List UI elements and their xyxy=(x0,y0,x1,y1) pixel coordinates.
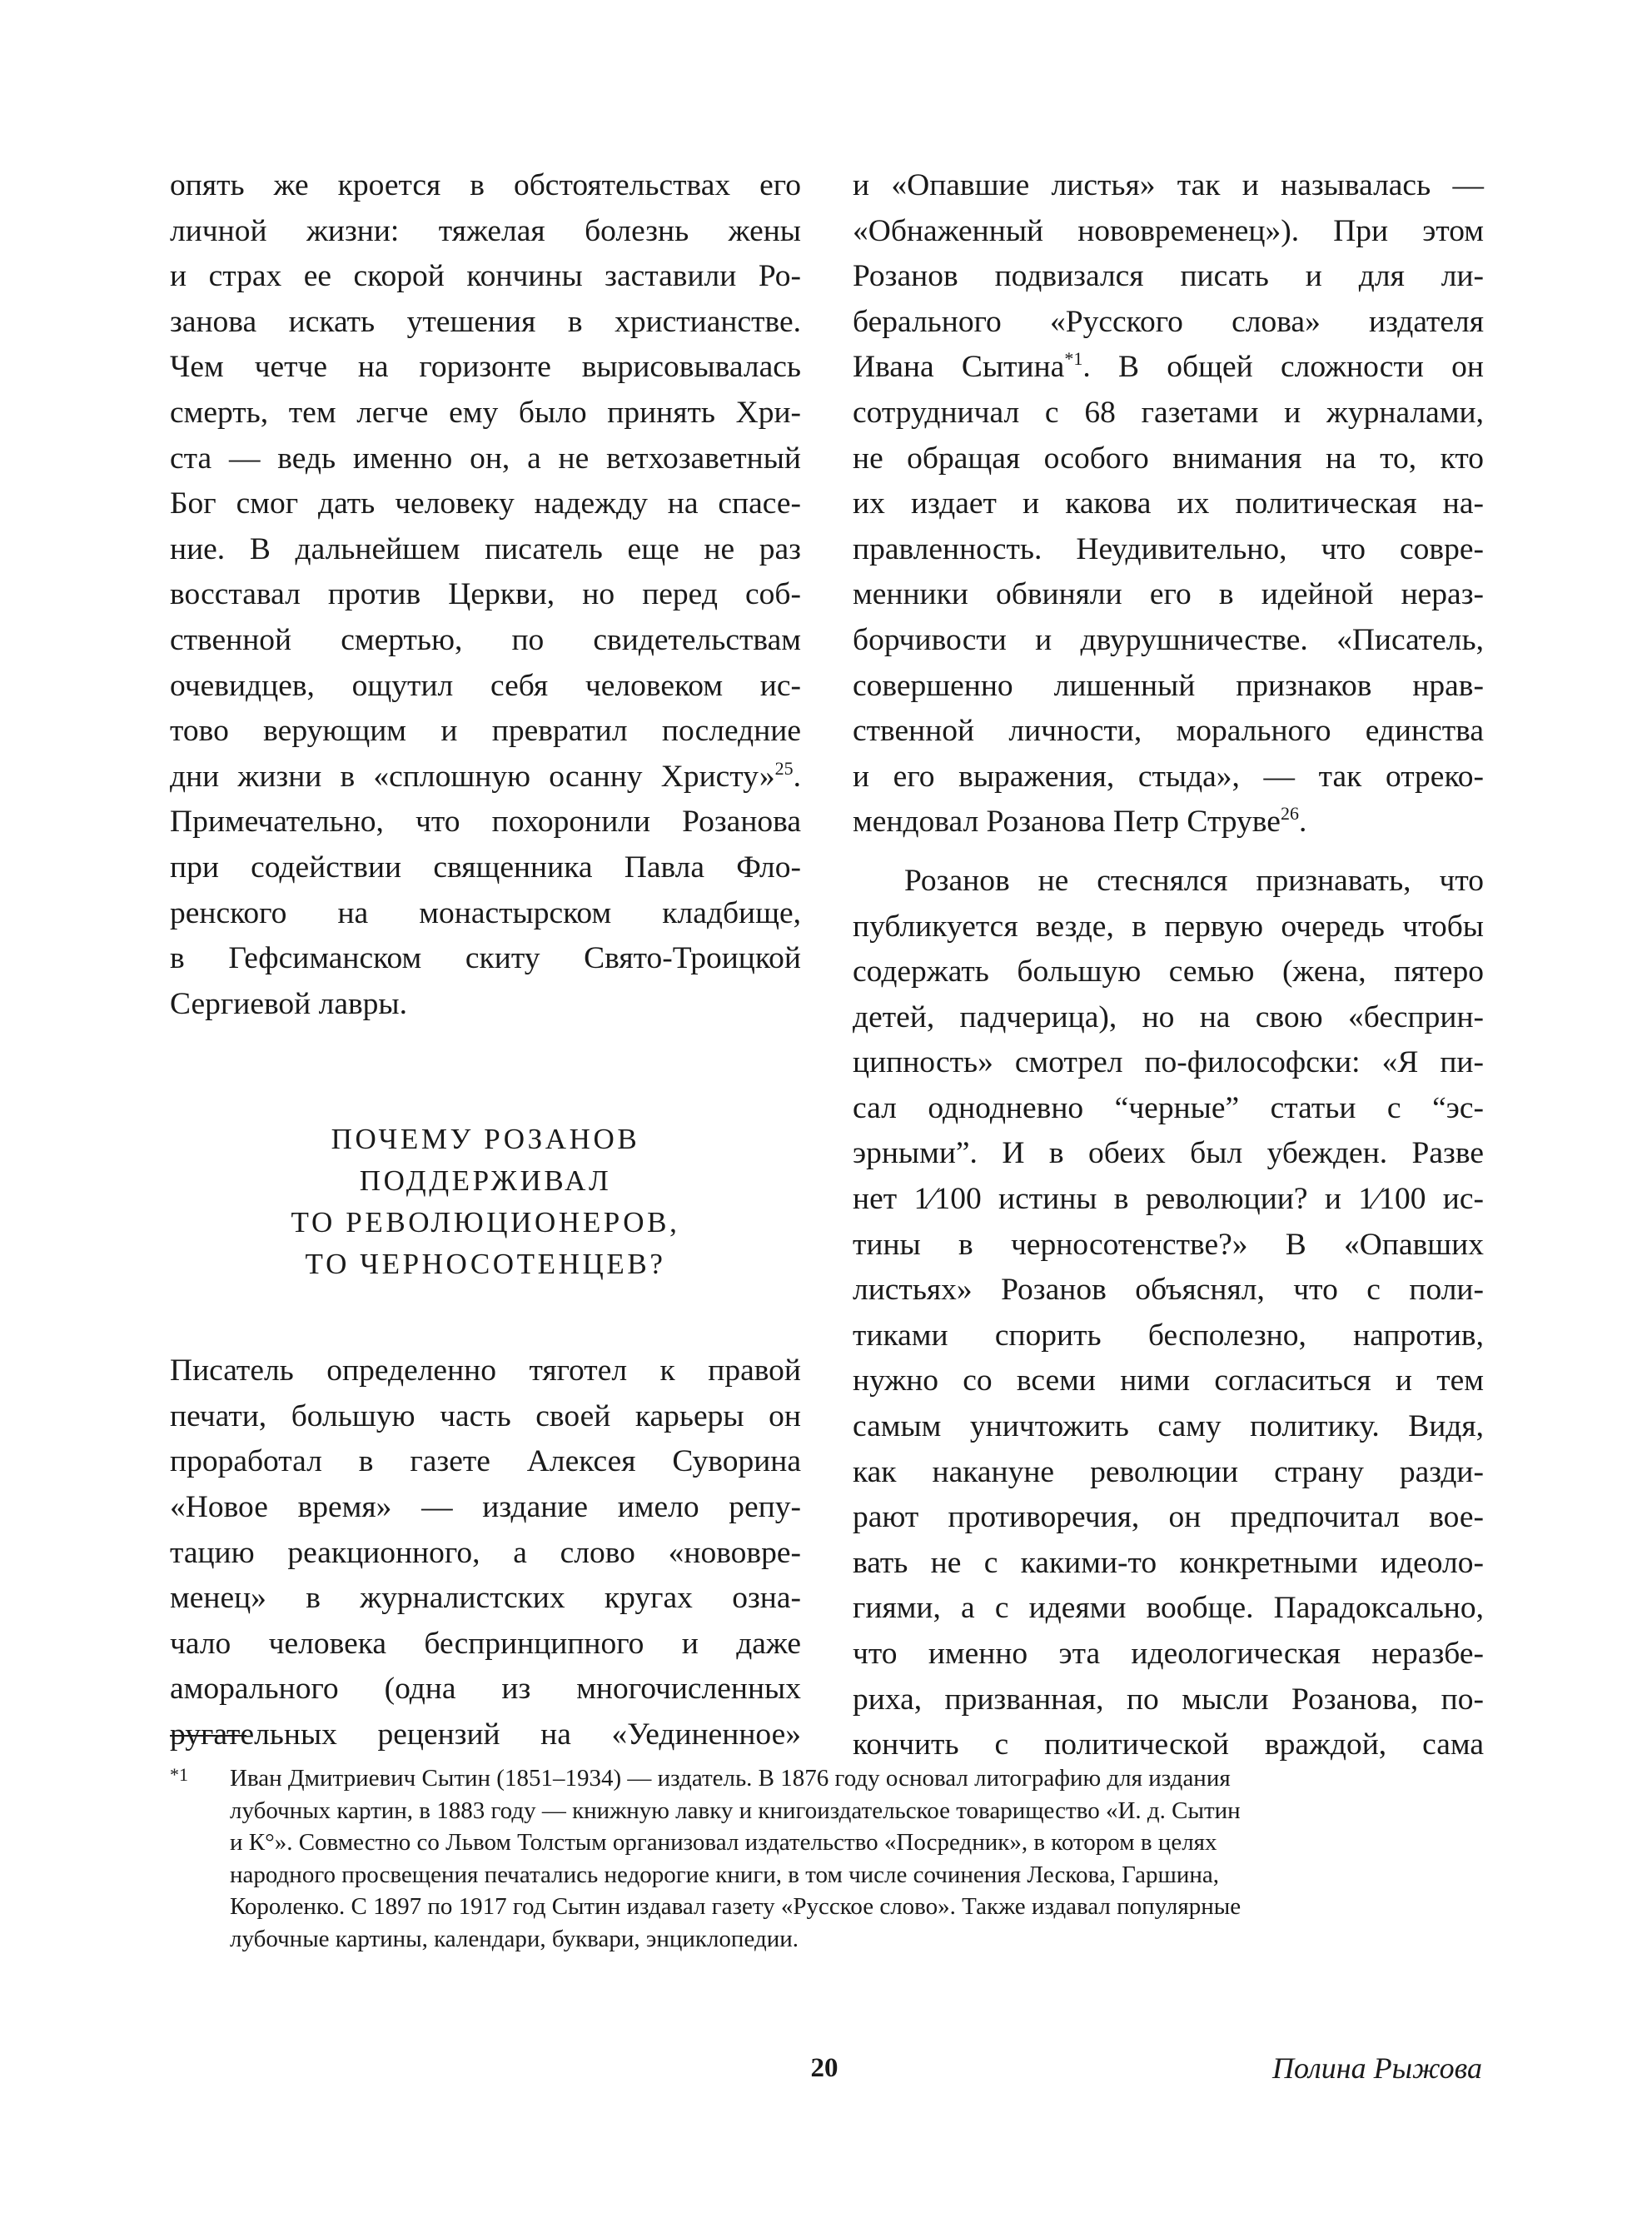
text-segment: дни жизни в «сплошную осанну Христу» xyxy=(170,759,775,794)
footnote-mark: *1 xyxy=(170,1764,188,1785)
text-line: ственной смертью, по свидетельствам xyxy=(170,622,801,657)
text-line: тиками спорить бесполезно, напротив, xyxy=(853,1318,1484,1353)
text-line xyxy=(853,800,1484,845)
fraction: 1⁄100 xyxy=(913,1182,982,1217)
heading-line: ПОДДЕРЖИВАЛ xyxy=(359,1164,612,1198)
text-line: очевидцев, ощутил себя человеком ис- xyxy=(170,668,801,703)
text-line: Писатель определенно тяготел к правой xyxy=(170,1353,801,1388)
heading-line: ТО ЧЕРНОСОТЕНЦЕВ? xyxy=(305,1248,666,1281)
text-line: детей, падчерица), но на свою «бесприн- xyxy=(853,999,1484,1034)
text-line: рают противоречия, он предпочитал вое- xyxy=(853,1500,1484,1535)
text-segment: Ивана Сытина xyxy=(853,350,1065,385)
text-line: листьях» Розанов объяснял, что с поли- xyxy=(853,1273,1484,1308)
footnote-line: Иван Дмитриевич Сытин (1851–1934) — издатель. В 1876 году основал литографию для издания xyxy=(230,1765,1231,1792)
text-line: Примечательно, что похоронили Розанова xyxy=(170,805,801,840)
text-line: борчивости и двурушничестве. «Писатель, xyxy=(853,622,1484,657)
text-line: занова искать утешения в христианстве. xyxy=(170,304,801,339)
footnote-line: лубочные картины, календари, буквари, энциклопедии. xyxy=(230,1925,799,1952)
text-line: личной жизни: тяжелая болезнь жены xyxy=(170,213,801,248)
text-line: дни жизни в «сплошную осанну Христу»$^{25}$. xyxy=(170,757,801,794)
text-line: публикуется везде, в первую очередь чтобы xyxy=(853,909,1484,944)
text-line: берального «Русского слова» издателя xyxy=(853,304,1484,339)
text-line: содержать большую семью (жена, пятеро xyxy=(853,954,1484,989)
footnote-divider xyxy=(170,1735,246,1737)
text-line: смерть, тем легче ему было принять Хри- xyxy=(170,395,801,430)
text-line: вать не с какими-то конкретными идеоло- xyxy=(853,1545,1484,1580)
text-line: восставал против Церкви, но перед соб- xyxy=(170,577,801,612)
text-line: тово верующим и превратил последние xyxy=(170,714,801,749)
text-line: Бог смог дать человеку надежду на спасе- xyxy=(170,486,801,521)
running-author: Полина Рыжова xyxy=(1272,2051,1482,2085)
footnote-line: Короленко. С 1897 по 1917 год Сытин издавал газету «Русское слово». Также издавал популярные xyxy=(230,1893,1241,1920)
text-line: что именно эта идеологическая неразбе- xyxy=(853,1637,1484,1671)
text-line: и «Опавшие листья» так и называлась — xyxy=(853,168,1484,202)
paragraph-intro xyxy=(170,163,801,1027)
left-column xyxy=(170,163,801,1758)
text-segment: истины в революции? и xyxy=(981,1182,1359,1217)
text-line: самым уничтожить саму политику. Видя, xyxy=(853,1409,1484,1444)
section-heading xyxy=(170,1027,801,1348)
right-column xyxy=(853,163,1484,1768)
footnote-text xyxy=(230,1762,1485,1955)
text-line: сотрудничал с 68 газетами и журналами, xyxy=(853,395,1484,430)
text-line: ственной личности, морального единства xyxy=(853,714,1484,749)
text-line: ренского на монастырском кладбище, xyxy=(170,895,801,930)
text-line: Розанов подвизался писать и для ли- xyxy=(853,259,1484,294)
footnote-line: лубочных картин, в 1883 году — книжную лавку и книгоиздательское товарищество «И. д. Сытин xyxy=(230,1797,1241,1824)
text-line: кончить с политической враждой, сама xyxy=(853,1727,1484,1762)
text-line xyxy=(853,345,1484,391)
footnote-marker: *1 xyxy=(1064,348,1083,370)
text-segment: мендовал Розанова Петр Струве xyxy=(853,805,1281,840)
paragraph-continued xyxy=(853,163,1484,845)
heading-line: ПОЧЕМУ РОЗАНОВ xyxy=(331,1123,640,1156)
text-line: как накануне революции страну разди- xyxy=(853,1454,1484,1489)
text-line: ние. В дальнейшем писатель еще не раз xyxy=(170,531,801,566)
text-line: при содействии священника Павла Фло- xyxy=(170,850,801,885)
endnote-marker: 26 xyxy=(1280,803,1299,825)
text-line: менец» в журналистских кругах озна- xyxy=(170,1581,801,1616)
text-segment: . В общей сложности он xyxy=(1082,350,1484,385)
text-line: их издает и какова их политическая на- xyxy=(853,486,1484,521)
text-line: «Новое время» — издание имело репу- xyxy=(170,1490,801,1525)
footnote-line: народного просвещения печатались недорогие книги, в том числе сочинения Лескова, Гаршина, xyxy=(230,1861,1220,1888)
text-line: риха, призванная, по мысли Розанова, по- xyxy=(853,1682,1484,1717)
text-line: тины в черносотенстве?» В «Опавших xyxy=(853,1227,1484,1262)
text-segment: нет xyxy=(853,1182,914,1217)
footnote-line: и К°». Совместно со Львом Толстым организовал издательство «Посредник», в котором в целях xyxy=(230,1829,1217,1856)
heading-line: ТО РЕВОЛЮЦИОНЕРОВ, xyxy=(291,1206,680,1239)
text-line: нужно со всеми ними согласиться и тем xyxy=(853,1363,1484,1398)
text-line: Сергиевой лавры. xyxy=(170,986,407,1021)
paragraph-press xyxy=(170,1348,801,1757)
endnote-marker: 25 xyxy=(774,757,794,779)
fraction: 1⁄100 xyxy=(1358,1182,1426,1217)
paragraph-publishing xyxy=(853,859,1484,1768)
text-line xyxy=(853,1177,1484,1223)
text-segment: ис- xyxy=(1426,1182,1485,1217)
text-line: чало человека беспринципного и даже xyxy=(170,1626,801,1661)
text-line: опять же кроется в обстоятельствах его xyxy=(170,168,801,202)
text-line: и его выражения, стыда», — так отреко- xyxy=(853,759,1484,794)
text-line: тацию реакционного, а слово «нововре- xyxy=(170,1535,801,1570)
text-line: «Обнаженный нововременец»). При этом xyxy=(853,213,1484,248)
text-line: и страх ее скорой кончины заставили Ро- xyxy=(170,259,801,294)
text-line: проработал в газете Алексея Суворина xyxy=(170,1444,801,1479)
text-line: совершенно лишенный признаков нрав- xyxy=(853,668,1484,703)
text-line: эрными”. И в обеих был убежден. Разве xyxy=(853,1136,1484,1171)
text-line: аморального (одна из многочисленных xyxy=(170,1672,801,1707)
text-line: правленность. Неудивительно, что совре- xyxy=(853,531,1484,566)
text-line: не обращая особого внимания на то, кто xyxy=(853,441,1484,476)
text-line: сал однодневно “черные” статьи с “эс- xyxy=(853,1090,1484,1125)
text-line: Чем четче на горизонте вырисовывалась xyxy=(170,350,801,385)
text-line: ципность» смотрел по-философски: «Я пи- xyxy=(853,1045,1484,1080)
page-number: 20 xyxy=(810,2053,838,2083)
paragraph-gap xyxy=(853,845,1484,859)
text-line: Розанов не стеснялся признавать, что xyxy=(904,863,1484,898)
text-line: печати, большую часть своей карьеры он xyxy=(170,1398,801,1433)
text-line: в Гефсиманском скиту Свято-Троицкой xyxy=(170,941,801,976)
text-segment: . xyxy=(1298,805,1307,840)
text-line: ругательных рецензий на «Уединенное» xyxy=(170,1717,801,1752)
text-line: менники обвиняли его в идейной нераз- xyxy=(853,577,1484,612)
text-line: ста — ведь именно он, а не ветхозаветный xyxy=(170,441,801,476)
text-line: гиями, а с идеями вообще. Парадоксально, xyxy=(853,1591,1484,1626)
